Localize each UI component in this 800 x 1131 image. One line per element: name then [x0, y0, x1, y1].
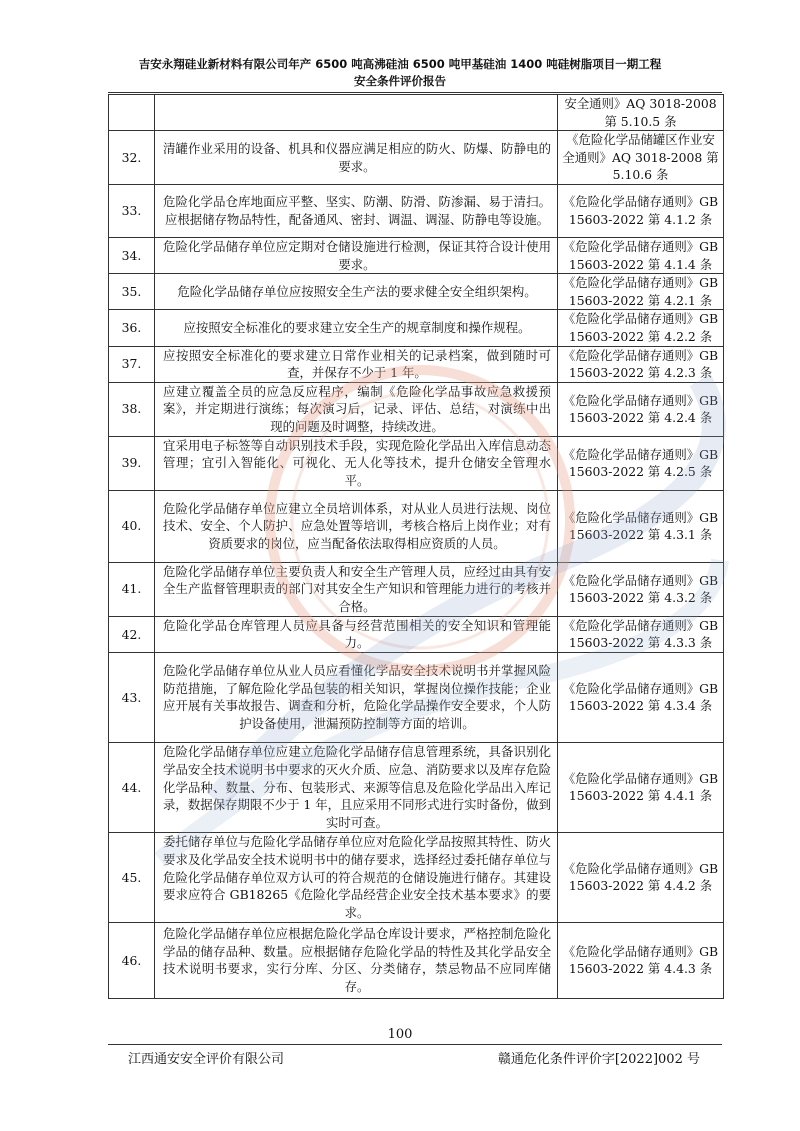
row-basis: 《危险化学品储存通则》GB 15603-2022 第 4.3.2 条 [558, 562, 724, 616]
row-requirement: 应按照安全标准化的要求建立日常作业相关的记录档案，做到随时可查，并保存不少于 1 年。 [155, 346, 558, 382]
row-basis: 《危险化学品储存通则》GB 15603-2022 第 4.4.1 条 [558, 742, 724, 832]
row-basis: 《危险化学品储存通则》GB 15603-2022 第 4.2.4 条 [558, 382, 724, 436]
row-requirement: 委托储存单位与危险化学品储存单位应对危险化学品按照其特性、防火要求及化学品安全技术说明书中的储存要求，选择经过委托储存单位与危险化学品储存单位双方认可的符合规范的仓储设施进行储存。其建设要求应符合 GB18265《危险化学品经营企业安全技术基本要求》的要求。 [155, 832, 558, 922]
row-requirement: 危险化学品储存单位应定期对仓储设施进行检测，保证其符合设计使用要求。 [155, 237, 558, 273]
table-row [109, 131, 724, 185]
footer-document-code: 赣通危化条件评价字[2022]002 号 [497, 1052, 700, 1067]
row-basis: 《危险化学品储存通则》GB 15603-2022 第 4.2.3 条 [558, 346, 724, 382]
row-number: 35. [109, 274, 155, 310]
page-number: 100 [387, 1027, 413, 1042]
row-number: 34. [109, 237, 155, 273]
row-requirement: 危险化学品仓库地面应平整、坚实、防潮、防滑、防渗漏、易于清扫。应根据储存物品特性，配备通风、密封、调温、调湿、防静电等设施。 [155, 184, 558, 237]
row-basis: 《危险化学品储存通则》GB 15603-2022 第 4.3.3 条 [558, 616, 724, 652]
table-row [109, 310, 724, 346]
table-row [109, 237, 724, 273]
table-row [109, 346, 724, 382]
row-requirement: 清罐作业采用的设备、机具和仪器应满足相应的防火、防爆、防静电的要求。 [155, 131, 558, 185]
row-basis: 《危险化学品储存通则》GB 15603-2022 第 4.2.2 条 [558, 310, 724, 346]
table-row [109, 742, 724, 832]
row-requirement: 危险化学品储存单位应建立危险化学品储存信息管理系统，具备识别化学品安全技术说明书中要求的灭火介质、应急、消防要求以及库存危险化学品种、数量、分布、包装形式、来源等信息及危险化学品出入库记录，数据保存期限不少于 1 年，且应采用不同形式进行实时备份，做到实时可查。 [155, 742, 558, 832]
table-row [109, 832, 724, 922]
header-divider [108, 92, 722, 93]
table-row [109, 922, 724, 998]
document-header [0, 56, 800, 90]
table-row [109, 382, 724, 436]
row-number: 45. [109, 832, 155, 922]
row-requirement: 危险化学品储存单位从业人员应看懂化学品安全技术说明书并掌握风险防范措施，了解危险化学品包装的相关知识，掌握岗位操作技能；企业应开展有关事故报告、调查和分析，危险化学品操作安全要求，个人防护设备使用，泄漏预防控制等方面的培训。 [155, 652, 558, 742]
row-number: 42. [109, 616, 155, 652]
row-number: 36. [109, 310, 155, 346]
report-project-title: 吉安永翔硅业新材料有限公司年产 6500 吨高沸硅油 6500 吨甲基硅油 1400 吨硅树脂项目一期工程 [138, 57, 662, 71]
row-requirement: 应按照安全标准化的要求建立安全生产的规章制度和操作规程。 [155, 310, 558, 346]
row-number: 32. [109, 131, 155, 185]
row-requirement [155, 95, 558, 131]
table-row [109, 95, 724, 131]
table-row [109, 184, 724, 237]
footer-company: 江西通安安全评价有限公司 [128, 1052, 285, 1067]
table-row [109, 436, 724, 490]
row-basis: 安全通则》AQ 3018-2008 第 5.10.5 条 [558, 95, 724, 131]
row-number: 46. [109, 922, 155, 998]
footer-divider [108, 1044, 722, 1045]
row-number: 38. [109, 382, 155, 436]
row-number [109, 95, 155, 131]
row-requirement: 应建立覆盖全员的应急反应程序，编制《危险化学品事故应急救援预案》，并定期进行演练；每次演习后，记录、评估、总结，对演练中出现的问题及时调整，持续改进。 [155, 382, 558, 436]
row-number: 43. [109, 652, 155, 742]
row-requirement: 危险化学品储存单位应按照安全生产法的要求健全安全组织架构。 [155, 274, 558, 310]
table-row [109, 490, 724, 562]
row-basis: 《危险化学品储存通则》GB 15603-2022 第 4.3.1 条 [558, 490, 724, 562]
row-basis: 《危险化学品储存通则》GB 15603-2022 第 4.4.2 条 [558, 832, 724, 922]
row-requirement: 危险化学品储存单位主要负责人和安全生产管理人员，应经过由具有安全生产监督管理职责的部门对其安全生产知识和管理能力进行的考核并合格。 [155, 562, 558, 616]
row-number: 40. [109, 490, 155, 562]
table-row [109, 616, 724, 652]
row-basis: 《危险化学品储存通则》GB 15603-2022 第 4.2.1 条 [558, 274, 724, 310]
row-number: 33. [109, 184, 155, 237]
row-number: 39. [109, 436, 155, 490]
row-basis: 《危险化学品储存通则》GB 15603-2022 第 4.1.4 条 [558, 237, 724, 273]
row-requirement: 危险化学品仓库管理人员应具备与经营范围相关的安全知识和管理能力。 [155, 616, 558, 652]
report-type-title: 安全条件评价报告 [354, 74, 446, 88]
row-basis: 《危险化学品储存通则》GB 15603-2022 第 4.3.4 条 [558, 652, 724, 742]
row-requirement: 宜采用电子标签等自动识别技术手段，实现危险化学品出入库信息动态管理；宜引入智能化、可视化、无人化等技术，提升仓储安全管理水平。 [155, 436, 558, 490]
row-number: 37. [109, 346, 155, 382]
table-row [109, 562, 724, 616]
table-row [109, 652, 724, 742]
row-number: 44. [109, 742, 155, 832]
row-requirement: 危险化学品储存单位应根据危险化学品仓库设计要求，严格控制危险化学品的储存品种、数量。应根据储存危险化学品的特性及其化学品安全技术说明书要求，实行分库、分区、分类储存，禁忌物品不应同库储存。 [155, 922, 558, 998]
row-basis: 《危险化学品储存通则》GB 15603-2022 第 4.2.5 条 [558, 436, 724, 490]
table-row [109, 274, 724, 310]
row-requirement: 危险化学品储存单位应建立全员培训体系，对从业人员进行法规、岗位技术、安全、个人防护、应急处置等培训，考核合格后上岗作业；对有资质要求的岗位，应当配备依法取得相应资质的人员。 [155, 490, 558, 562]
requirements-table [108, 94, 724, 999]
row-basis: 《危险化学品储存通则》GB 15603-2022 第 4.4.3 条 [558, 922, 724, 998]
row-number: 41. [109, 562, 155, 616]
row-basis: 《危险化学品储存通则》GB 15603-2022 第 4.1.2 条 [558, 184, 724, 237]
row-basis: 《危险化学品储罐区作业安全通则》AQ 3018-2008 第 5.10.6 条 [558, 131, 724, 185]
